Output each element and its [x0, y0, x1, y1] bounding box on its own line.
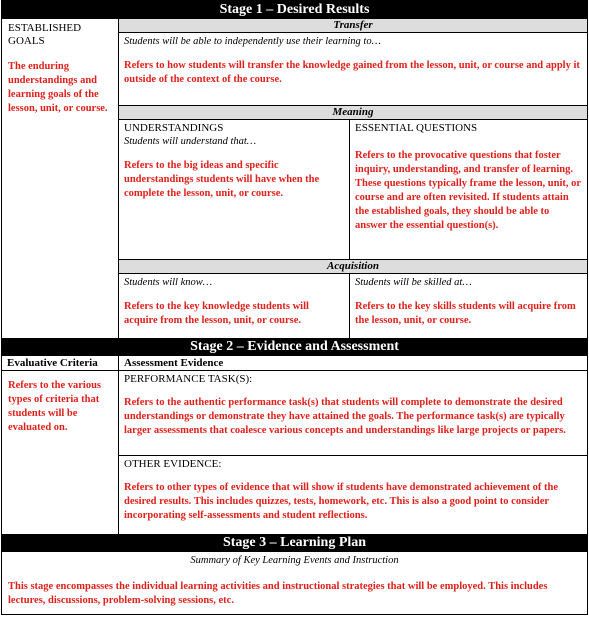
stage1-body [2, 19, 587, 338]
know-text: Refers to the key knowledge students will acquire from the lesson, unit, or course. [124, 300, 309, 326]
stage2-title: Stage 2 – Evidence and Assessment [2, 338, 587, 356]
meaning-split [119, 120, 587, 259]
skilled-cell [350, 274, 587, 338]
skilled-text: Refers to the key skills students will acquire from the lesson, unit, or course. [355, 300, 576, 326]
acquisition-heading: Acquisition [119, 259, 587, 274]
stage3-text: This stage encompasses the individual learning activities and instructional strategies that will be employed. This includes lectures, discussions, problem-solving sessions, etc. [8, 580, 548, 606]
other-cell [119, 456, 587, 534]
meaning-heading: Meaning [119, 105, 587, 120]
stage3-summary: Summary of Key Learning Events and Instruction [190, 555, 399, 566]
goals-text: The enduring understandings and learning goals of the lesson, unit, or course. [8, 61, 108, 114]
stage3-cell [2, 552, 587, 614]
know-prompt: Students will know… [124, 277, 213, 288]
evidence-label: Assessment Evidence [119, 356, 587, 371]
stage1-right [119, 19, 587, 338]
transfer-prompt: Students will be able to independently use their learning to… [124, 36, 381, 47]
acquisition-split [119, 274, 587, 338]
know-cell [119, 274, 350, 338]
questions-label: ESSENTIAL QUESTIONS [355, 122, 478, 134]
stage3-title: Stage 3 – Learning Plan [2, 534, 587, 552]
performance-cell [119, 371, 587, 455]
transfer-cell [119, 33, 587, 105]
performance-text: Refers to the authentic performance task(s) that students will complete to demonstrate the desired understandings or demonstrate they have attained the goals. The performance task(s) are typically larger assessments that coalesce various concepts and understandings like large projects or papers. [124, 397, 566, 436]
understandings-prompt: Students will understand that… [124, 136, 257, 147]
transfer-text: Refers to how students will transfer the knowledge gained from the lesson, unit, or course and apply it outside of the context of the course. [124, 59, 580, 85]
understandings-label: UNDERSTANDINGS [124, 122, 224, 134]
goals-cell [2, 19, 119, 338]
questions-cell [350, 120, 587, 259]
criteria-label: Evaluative Criteria [2, 356, 118, 371]
transfer-heading: Transfer [119, 19, 587, 33]
stage1-title: Stage 1 – Desired Results [2, 1, 587, 19]
other-text: Refers to other types of evidence that will show if students have demonstrated achievement of the desired results. This includes quizzes, tests, homework, etc. This is also a good point to consider incorporating self-assessments and student reflections. [124, 482, 559, 521]
stage2-body [2, 356, 587, 534]
skilled-prompt: Students will be skilled at… [355, 277, 472, 288]
understandings-text: Refers to the big ideas and specific understandings students will have when the complete the lesson, unit, or course. [124, 159, 320, 199]
other-label: OTHER EVIDENCE: [124, 458, 222, 470]
criteria-cell [2, 356, 119, 534]
ubd-template [1, 0, 588, 615]
stage2-right [119, 356, 587, 534]
goals-label: ESTABLISHED GOALS [8, 22, 82, 47]
criteria-text: Refers to the various types of criteria that students will be evaluated on. [8, 380, 102, 433]
understandings-cell [119, 120, 350, 259]
performance-label: PERFORMANCE TASK(S): [124, 373, 253, 385]
questions-text: Refers to the provocative questions that foster inquiry, understanding, and transfer of learning. These questions typically frame the lesson, unit, or course and are often revisited. If students attain the established goals, they should be able to answer the essential question(s). [355, 150, 581, 231]
